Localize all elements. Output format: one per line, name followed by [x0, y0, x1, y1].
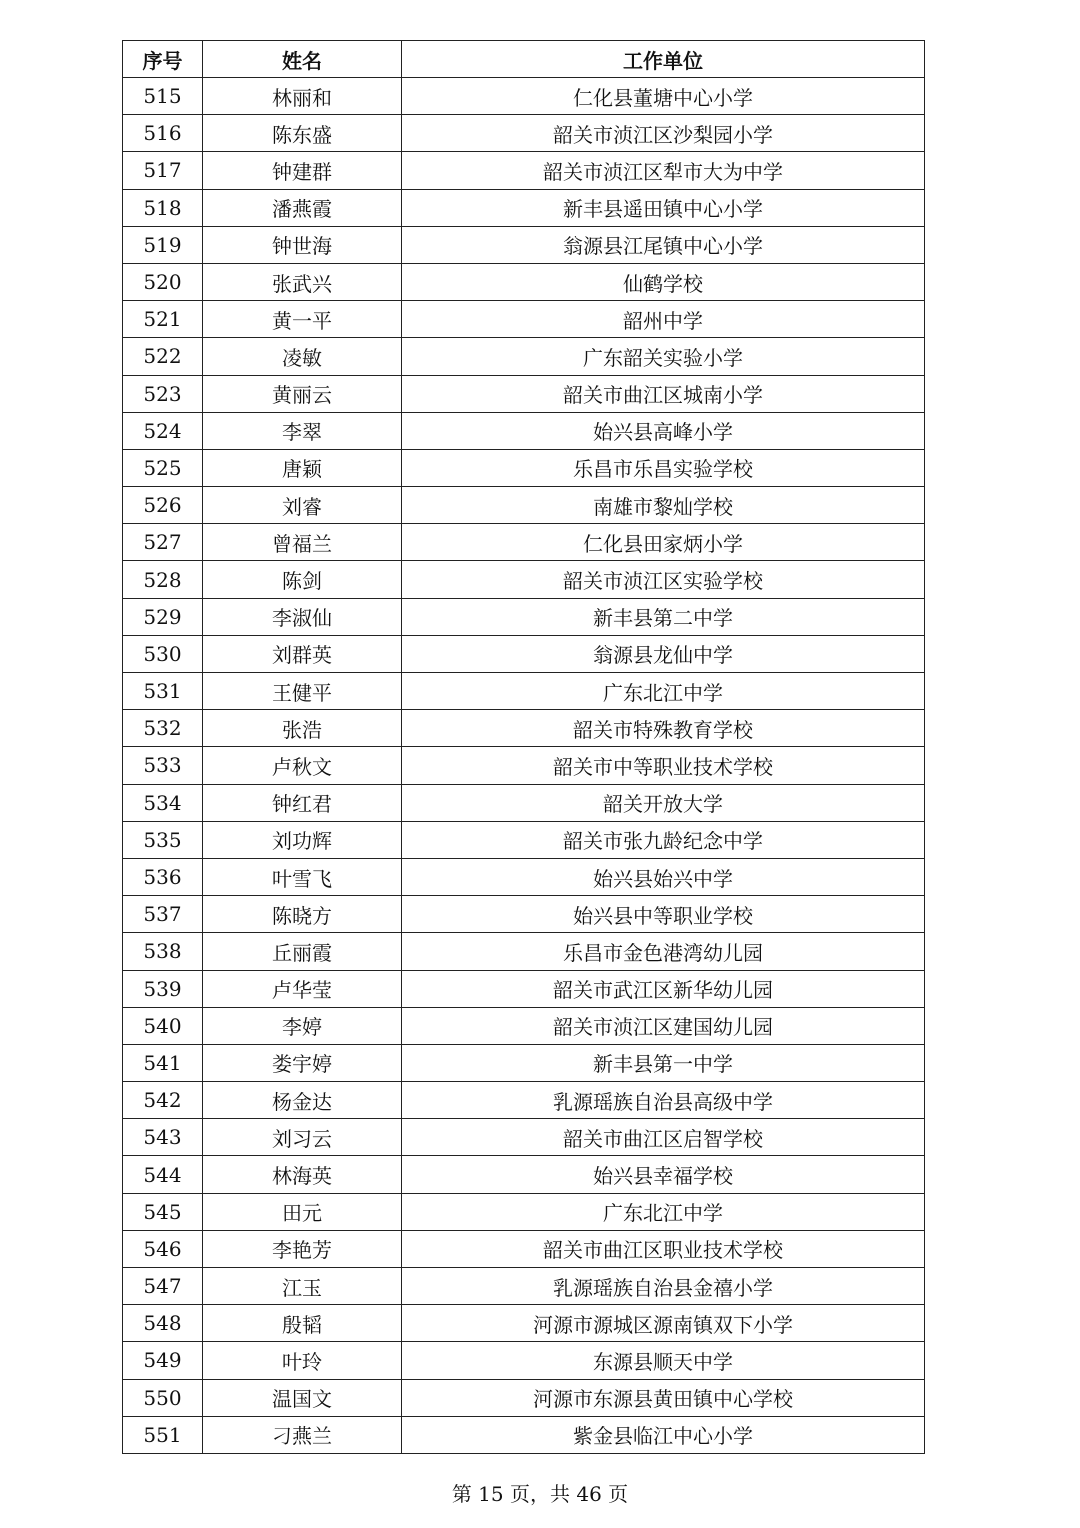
serial-number-cell: 551 [123, 1416, 203, 1453]
table-row [123, 970, 925, 1007]
name-cell: 黄一平 [203, 301, 402, 338]
table-row [123, 821, 925, 858]
table-row [123, 78, 925, 115]
name-cell: 黄丽云 [203, 375, 402, 412]
table-row [123, 1305, 925, 1342]
serial-number-cell: 531 [123, 673, 203, 710]
name-cell: 陈晓方 [203, 896, 402, 933]
table-row [123, 1416, 925, 1453]
work-unit-cell: 始兴县高峰小学 [402, 412, 925, 449]
serial-number-cell: 520 [123, 263, 203, 300]
name-cell: 李婷 [203, 1007, 402, 1044]
work-unit-cell: 乐昌市乐昌实验学校 [402, 449, 925, 486]
serial-number-cell: 533 [123, 747, 203, 784]
work-unit-cell: 韶关市曲江区城南小学 [402, 375, 925, 412]
name-cell: 王健平 [203, 673, 402, 710]
serial-number-cell: 544 [123, 1156, 203, 1193]
serial-number-cell: 530 [123, 635, 203, 672]
table-row [123, 1119, 925, 1156]
header-name: 姓名 [203, 41, 402, 78]
name-cell: 唐颖 [203, 449, 402, 486]
table-row [123, 115, 925, 152]
serial-number-cell: 526 [123, 487, 203, 524]
name-cell: 钟建群 [203, 152, 402, 189]
work-unit-cell: 韶关市曲江区职业技术学校 [402, 1230, 925, 1267]
work-unit-cell: 河源市源城区源南镇双下小学 [402, 1305, 925, 1342]
table-row [123, 933, 925, 970]
table-row [123, 1156, 925, 1193]
serial-number-cell: 523 [123, 375, 203, 412]
name-cell: 刘睿 [203, 487, 402, 524]
name-cell: 娄宇婷 [203, 1044, 402, 1081]
name-cell: 李翠 [203, 412, 402, 449]
serial-number-cell: 527 [123, 524, 203, 561]
name-cell: 张武兴 [203, 263, 402, 300]
serial-number-cell: 534 [123, 784, 203, 821]
work-unit-cell: 韶关市张九龄纪念中学 [402, 821, 925, 858]
table-row [123, 784, 925, 821]
personnel-table [122, 40, 925, 1454]
table-row [123, 561, 925, 598]
serial-number-cell: 545 [123, 1193, 203, 1230]
name-cell: 刁燕兰 [203, 1416, 402, 1453]
table-body [123, 78, 925, 1454]
serial-number-cell: 536 [123, 858, 203, 895]
serial-number-cell: 537 [123, 896, 203, 933]
work-unit-cell: 乐昌市金色港湾幼儿园 [402, 933, 925, 970]
work-unit-cell: 翁源县江尾镇中心小学 [402, 226, 925, 263]
serial-number-cell: 546 [123, 1230, 203, 1267]
serial-number-cell: 525 [123, 449, 203, 486]
table-header-row [123, 41, 925, 78]
work-unit-cell: 韶关市曲江区启智学校 [402, 1119, 925, 1156]
name-cell: 凌敏 [203, 338, 402, 375]
table-row [123, 1193, 925, 1230]
name-cell: 钟红君 [203, 784, 402, 821]
table-row [123, 1230, 925, 1267]
work-unit-cell: 仙鹤学校 [402, 263, 925, 300]
name-cell: 叶雪飞 [203, 858, 402, 895]
work-unit-cell: 韶关市浈江区建国幼儿园 [402, 1007, 925, 1044]
page-footer: 第 15 页，共 46 页 [451, 1482, 629, 1506]
table-row [123, 858, 925, 895]
table-row [123, 226, 925, 263]
table-row [123, 1007, 925, 1044]
work-unit-cell: 翁源县龙仙中学 [402, 635, 925, 672]
name-cell: 陈剑 [203, 561, 402, 598]
name-cell: 江玉 [203, 1268, 402, 1305]
name-cell: 林丽和 [203, 78, 402, 115]
table-row [123, 710, 925, 747]
work-unit-cell: 韶关市浈江区实验学校 [402, 561, 925, 598]
table-row [123, 338, 925, 375]
table-row [123, 1044, 925, 1081]
serial-number-cell: 539 [123, 970, 203, 1007]
name-cell: 李淑仙 [203, 598, 402, 635]
work-unit-cell: 南雄市黎灿学校 [402, 487, 925, 524]
work-unit-cell: 广东北江中学 [402, 673, 925, 710]
serial-number-cell: 515 [123, 78, 203, 115]
name-cell: 刘习云 [203, 1119, 402, 1156]
serial-number-cell: 528 [123, 561, 203, 598]
work-unit-cell: 始兴县中等职业学校 [402, 896, 925, 933]
work-unit-cell: 仁化县董塘中心小学 [402, 78, 925, 115]
table-row [123, 635, 925, 672]
serial-number-cell: 542 [123, 1082, 203, 1119]
serial-number-cell: 543 [123, 1119, 203, 1156]
name-cell: 曾福兰 [203, 524, 402, 561]
work-unit-cell: 广东韶关实验小学 [402, 338, 925, 375]
table-row [123, 1342, 925, 1379]
table-row [123, 1268, 925, 1305]
table-row [123, 1082, 925, 1119]
table-row [123, 1379, 925, 1416]
work-unit-cell: 始兴县始兴中学 [402, 858, 925, 895]
name-cell: 陈东盛 [203, 115, 402, 152]
serial-number-cell: 518 [123, 189, 203, 226]
name-cell: 林海英 [203, 1156, 402, 1193]
serial-number-cell: 521 [123, 301, 203, 338]
work-unit-cell: 河源市东源县黄田镇中心学校 [402, 1379, 925, 1416]
name-cell: 刘功辉 [203, 821, 402, 858]
work-unit-cell: 广东北江中学 [402, 1193, 925, 1230]
name-cell: 田元 [203, 1193, 402, 1230]
table-row [123, 449, 925, 486]
table-row [123, 301, 925, 338]
name-cell: 叶玲 [203, 1342, 402, 1379]
table-row [123, 747, 925, 784]
name-cell: 卢华莹 [203, 970, 402, 1007]
table-row [123, 412, 925, 449]
work-unit-cell: 乳源瑶族自治县金禧小学 [402, 1268, 925, 1305]
work-unit-cell: 新丰县第一中学 [402, 1044, 925, 1081]
header-serial-number: 序号 [123, 41, 203, 78]
name-cell: 丘丽霞 [203, 933, 402, 970]
serial-number-cell: 529 [123, 598, 203, 635]
table-row [123, 152, 925, 189]
table-row [123, 263, 925, 300]
table-row [123, 598, 925, 635]
serial-number-cell: 538 [123, 933, 203, 970]
name-cell: 卢秋文 [203, 747, 402, 784]
name-cell: 张浩 [203, 710, 402, 747]
name-cell: 杨金达 [203, 1082, 402, 1119]
header-work-unit: 工作单位 [402, 41, 925, 78]
table-row [123, 524, 925, 561]
work-unit-cell: 韶关开放大学 [402, 784, 925, 821]
work-unit-cell: 韶州中学 [402, 301, 925, 338]
table-row [123, 673, 925, 710]
name-cell: 李艳芳 [203, 1230, 402, 1267]
work-unit-cell: 韶关市中等职业技术学校 [402, 747, 925, 784]
work-unit-cell: 韶关市浈江区沙梨园小学 [402, 115, 925, 152]
work-unit-cell: 仁化县田家炳小学 [402, 524, 925, 561]
table-row [123, 375, 925, 412]
work-unit-cell: 韶关市武江区新华幼儿园 [402, 970, 925, 1007]
name-cell: 刘群英 [203, 635, 402, 672]
serial-number-cell: 524 [123, 412, 203, 449]
serial-number-cell: 540 [123, 1007, 203, 1044]
name-cell: 钟世海 [203, 226, 402, 263]
work-unit-cell: 东源县顺天中学 [402, 1342, 925, 1379]
table-row [123, 189, 925, 226]
work-unit-cell: 韶关市浈江区犁市大为中学 [402, 152, 925, 189]
table-row [123, 487, 925, 524]
serial-number-cell: 522 [123, 338, 203, 375]
serial-number-cell: 532 [123, 710, 203, 747]
serial-number-cell: 550 [123, 1379, 203, 1416]
serial-number-cell: 535 [123, 821, 203, 858]
work-unit-cell: 新丰县遥田镇中心小学 [402, 189, 925, 226]
serial-number-cell: 519 [123, 226, 203, 263]
name-cell: 殷韬 [203, 1305, 402, 1342]
serial-number-cell: 547 [123, 1268, 203, 1305]
name-cell: 潘燕霞 [203, 189, 402, 226]
work-unit-cell: 始兴县幸福学校 [402, 1156, 925, 1193]
work-unit-cell: 乳源瑶族自治县高级中学 [402, 1082, 925, 1119]
serial-number-cell: 541 [123, 1044, 203, 1081]
work-unit-cell: 新丰县第二中学 [402, 598, 925, 635]
serial-number-cell: 549 [123, 1342, 203, 1379]
work-unit-cell: 韶关市特殊教育学校 [402, 710, 925, 747]
name-cell: 温国文 [203, 1379, 402, 1416]
serial-number-cell: 548 [123, 1305, 203, 1342]
serial-number-cell: 516 [123, 115, 203, 152]
work-unit-cell: 紫金县临江中心小学 [402, 1416, 925, 1453]
table-row [123, 896, 925, 933]
serial-number-cell: 517 [123, 152, 203, 189]
